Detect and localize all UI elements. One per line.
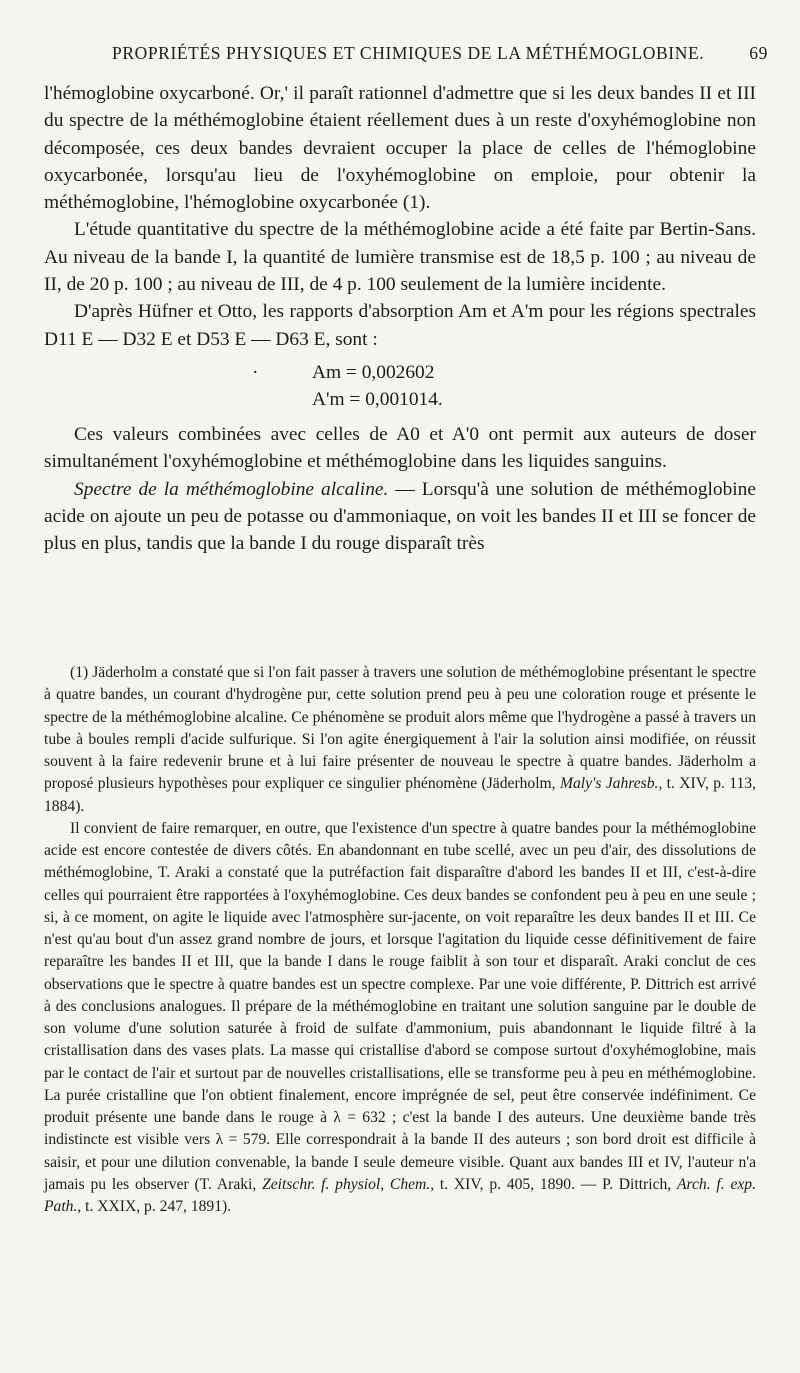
footnote-1-text: (1) Jäderholm a constaté que si l'on fait passer à travers une solution de méthémoglobine présentant le spectre à quatre bandes, un courant d'hydrogène pur, cette solution prend peu à peu une coloration rouge et présente le spectre de la méthémoglobine alcaline. Ce phénomène se produit alors même que l'hydrogène a passé à travers un tube à boules rempli d'acide sulfurique. Si l'on agite énergiquement à l'air la solution ainsi modifiée, on réussit souvent à la faire redevenir brune et à lui faire présenter de nouveau le spectre à quatre bandes. Jäderholm a proposé plusieurs hypothèses pour expliquer ce singulier phénomène (Jäderholm, — [44, 664, 756, 793]
footnote-2-text: Il convient de faire remarquer, en outre, que l'existence d'un spectre à quatre bandes pour la méthémoglobine acide est encore contestée de divers côtés. En abandonnant en tube scellé, avec un peu d'air, des dissolutions de méthémoglobine, T. Araki a constaté que la putréfaction fait disparaître d'abord les bandes II et III, c'est-à-dire celles qui pourraient être rapportées à l'oxyhémoglobine. Ces deux bandes se confondent peu à peu en une seule ; si, à ce moment, on agite le liquide avec l'atmosphère sur-jacente, on voit reparaître les deux bandes II et III. Ce n'est qu'au bout d'un assez grand nombre de jours, et lorsque l'agitation du liquide cesse définitivement de faire reparaître les bandes II et III, que la bande I dans le rouge faiblit à son tour et disparaît. Araki conclut de ces observations que le spectre à quatre bandes est un spectre complexe. Par une voie différente, P. Dittrich est arrivé à des conclusions analogues. Il prépare de la méthémoglobine en traitant une solution sanguine par le double de son volume d'une solution saturée à froid de sulfate d'ammonium, puis abandonnant le liquide filtré à la cristallisation dans des vases plats. La masse qui cristallise d'abord se compose surtout d'oxyhémoglobine, mais par le contact de l'air et surtout par de nouvelles cristallisations, elle se transforme peu à peu en méthémoglobine. La purée cristalline que l'on obtient finalement, encore imprégnée de sel, peut être conservée indéfiniment. Ce produit présente une bande dans le rouge à λ = 632 ; c'est la bande I des auteurs. Une deuxième bande très indistincte est visible vers λ = 579. Elle correspondrait à la bande II des auteurs ; son bord droit est difficile à saisir, et pour une dilution convenable, la bande I seule demeure visible. Quant aux bandes III et IV, l'auteur n'a jamais pu les observer (T. Araki, — [44, 819, 756, 1193]
section-title-alkaline: Spectre de la méthémoglobine alcaline. — [74, 478, 389, 500]
running-title: PROPRIÉTÉS PHYSIQUES ET CHIMIQUES DE LA MÉTHÉMOGLOBINE. — [112, 43, 705, 63]
main-text — [44, 80, 756, 557]
footnote-2-citation-1: , t. XIV, p. 405, 1890. — P. Dittrich, — [430, 1175, 672, 1193]
formula-a-prime-m — [44, 386, 756, 413]
footnote-1-citation: , t. XIV, p. 113, 1884). — [44, 775, 756, 815]
paragraph-alkaline-spectrum — [44, 476, 756, 558]
formula-am-text: Am = 0,002602 — [312, 361, 435, 383]
paragraph-absorption-ratios: D'après Hüfner et Otto, les rapports d'absorption Am et A'm pour les régions spectrales D11 E — D32 E et D53 E — D63 E, sont : — [44, 301, 756, 350]
footnotes — [44, 662, 756, 1218]
footnote-2 — [44, 818, 756, 1219]
paragraph-quantitative-study: L'étude quantitative du spectre de la méthémoglobine acide a été faite par Bertin-Sans. Au niveau de la bande I, la quantité de lumière transmise est de 18,5 p. 100 ; au niveau de II, de 20 p. 100 ; au niveau de III, de 4 p. 100 seulement de la lumière incidente. — [44, 219, 756, 296]
footnote-1 — [44, 662, 756, 818]
page-number: 69 — [749, 43, 768, 63]
formula-a-prime-m-text: A'm = 0,001014. — [312, 388, 443, 410]
paragraph-alkaline-text: — Lorsqu'à une solution de méthémoglobine acide on ajoute un peu de potasse ou d'ammoniaque, on voit les bandes II et III se foncer de plus en plus, tandis que la bande I du rouge disparaît très — [44, 478, 756, 555]
paragraph-continuation: l'hémoglobine oxycarboné. Or,' il paraît rationnel d'admettre que si les deux bandes II et III du spectre de la méthémoglobine étaient réellement dues à un reste d'oxyhémoglobine non décomposée, ces deux bandes devraient occuper la place de celles de l'hémoglobine oxycarbonée, lorsqu'au lieu de l'oxyhémoglobine on emploie, pour obtenir la méthémoglobine, l'hémoglobine oxycarbonée (1). — [44, 83, 756, 214]
footnote-2-journal-2: Arch. f. exp. Path. — [44, 1175, 756, 1215]
footnote-1-journal: Maly's Jahresb. — [559, 775, 659, 793]
formula-am: · Am = 0,002602 — [252, 361, 435, 383]
footnote-2-citation-2: , t. XXIX, p. 247, 1891). — [77, 1198, 232, 1215]
paragraph-values-combined: Ces valeurs combinées avec celles de A0 et A'0 ont permit aux auteurs de doser simultanément l'oxyhémoglobine et méthémoglobine dans les liquides sanguins. — [44, 423, 756, 473]
running-header — [112, 43, 768, 71]
footnote-2-journal-1: Zeitschr. f. physiol, Chem. — [262, 1175, 431, 1193]
